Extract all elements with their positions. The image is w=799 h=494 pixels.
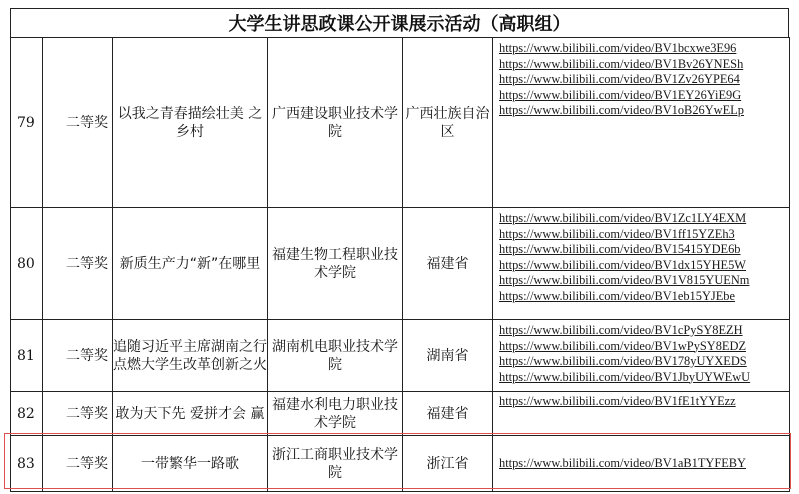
award-level <box>43 320 113 392</box>
school-name <box>268 392 403 436</box>
award-level <box>43 436 113 492</box>
region-name <box>403 320 493 392</box>
course-title-text: 追随习近平主席湖南之行 点燃大学生改革创新之火 <box>113 338 267 373</box>
region-name <box>403 392 493 436</box>
school-name-text: 湖南机电职业技术学院 <box>272 338 398 373</box>
school-name-text: 福建生物工程职业技术学院 <box>272 246 398 281</box>
course-title-text: 一带繁华一路歌 <box>141 455 239 472</box>
video-link[interactable]: https://www.bilibili.com/video/BV1Zc1LY4EXM <box>499 211 747 225</box>
video-links-cell <box>493 320 790 392</box>
row-number <box>11 392 43 436</box>
video-link[interactable]: https://www.bilibili.com/video/BV1EY26YiE9G <box>499 87 742 102</box>
school-name <box>268 436 403 492</box>
table-row <box>11 208 790 320</box>
row-number <box>11 38 43 208</box>
table-row <box>11 38 790 208</box>
row-number <box>11 436 43 492</box>
region-name <box>403 208 493 320</box>
video-links-cell <box>493 392 790 436</box>
school-name <box>268 38 403 208</box>
school-name-text: 福建水利电力职业技术学院 <box>272 396 398 431</box>
video-link[interactable]: https://www.bilibili.com/video/BV1wPySY8EDZ <box>499 338 747 353</box>
region-name-text: 广西壮族自治区 <box>405 105 490 140</box>
table-row <box>11 392 790 436</box>
video-link[interactable]: https://www.bilibili.com/video/BV1aB1TYFEBY <box>499 455 747 470</box>
video-link[interactable]: https://www.bilibili.com/video/BV1dx15YHE5W <box>499 257 746 272</box>
award-level-text: 二等奖 <box>66 455 108 472</box>
award-level-text: 二等奖 <box>66 255 108 272</box>
school-name <box>268 320 403 392</box>
region-name-text: 福建省 <box>426 405 469 422</box>
school-name-text: 浙江工商职业技术学院 <box>272 446 398 481</box>
video-link[interactable]: https://www.bilibili.com/video/BV1fE1tYYEzz <box>499 394 736 408</box>
school-name-text: 广西建设职业技术学院 <box>272 105 398 140</box>
video-link[interactable]: https://www.bilibili.com/video/BV1bcxwe3E96 <box>499 41 737 55</box>
course-title <box>113 208 268 320</box>
award-level <box>43 208 113 320</box>
table-title: 大学生讲思政课公开课展示活动（高职组） <box>10 8 789 38</box>
video-links-cell <box>493 208 790 320</box>
video-link[interactable]: https://www.bilibili.com/video/BV1Bv26YNESh <box>499 56 744 71</box>
table-row <box>11 320 790 392</box>
region-name-text: 湖南省 <box>426 347 469 364</box>
award-level-text: 二等奖 <box>66 114 108 131</box>
course-title-text: 新质生产力“新”在哪里 <box>119 255 261 272</box>
region-name <box>403 436 493 492</box>
course-title <box>113 392 268 436</box>
school-name <box>268 208 403 320</box>
video-link[interactable]: https://www.bilibili.com/video/BV1oB26YwELp <box>499 103 744 117</box>
course-title-text: 敢为天下先 爱拼才会 赢 <box>115 405 265 422</box>
region-name <box>403 38 493 208</box>
video-link[interactable]: https://www.bilibili.com/video/BV1eb15YJEbe <box>499 288 735 303</box>
video-link[interactable]: https://www.bilibili.com/video/BV1Zv26YPE64 <box>499 72 740 86</box>
award-level-text: 二等奖 <box>66 347 108 364</box>
row-number <box>11 320 43 392</box>
video-links-cell <box>493 38 790 208</box>
row-number-text: 82 <box>17 405 35 422</box>
video-link[interactable]: https://www.bilibili.com/video/BV1V815YUENm <box>499 273 750 287</box>
video-link[interactable]: https://www.bilibili.com/video/BV178yUYXEDS <box>499 354 747 368</box>
video-link[interactable]: https://www.bilibili.com/video/BV1JbyUYWEwU <box>499 369 751 384</box>
video-link[interactable]: https://www.bilibili.com/video/BV15415YDE6b <box>499 242 741 256</box>
row-number-text: 83 <box>17 455 35 472</box>
course-title-text: 以我之青春描绘壮美 之乡村 <box>117 105 263 140</box>
award-level-text: 二等奖 <box>66 405 108 422</box>
video-link[interactable]: https://www.bilibili.com/video/BV1ff15YZEh3 <box>499 226 735 241</box>
award-level <box>43 38 113 208</box>
region-name-text: 浙江省 <box>426 455 469 472</box>
row-number <box>11 208 43 320</box>
course-title <box>113 436 268 492</box>
course-title <box>113 38 268 208</box>
table-row <box>11 436 790 492</box>
video-link[interactable]: https://www.bilibili.com/video/BV1cPySY8EZH <box>499 323 743 337</box>
award-level <box>43 392 113 436</box>
row-number-text: 80 <box>17 255 35 272</box>
video-links-cell <box>493 436 790 492</box>
course-title <box>113 320 268 392</box>
region-name-text: 福建省 <box>426 255 469 272</box>
awards-table <box>10 37 790 492</box>
row-number-text: 79 <box>17 114 35 131</box>
row-number-text: 81 <box>17 347 35 364</box>
